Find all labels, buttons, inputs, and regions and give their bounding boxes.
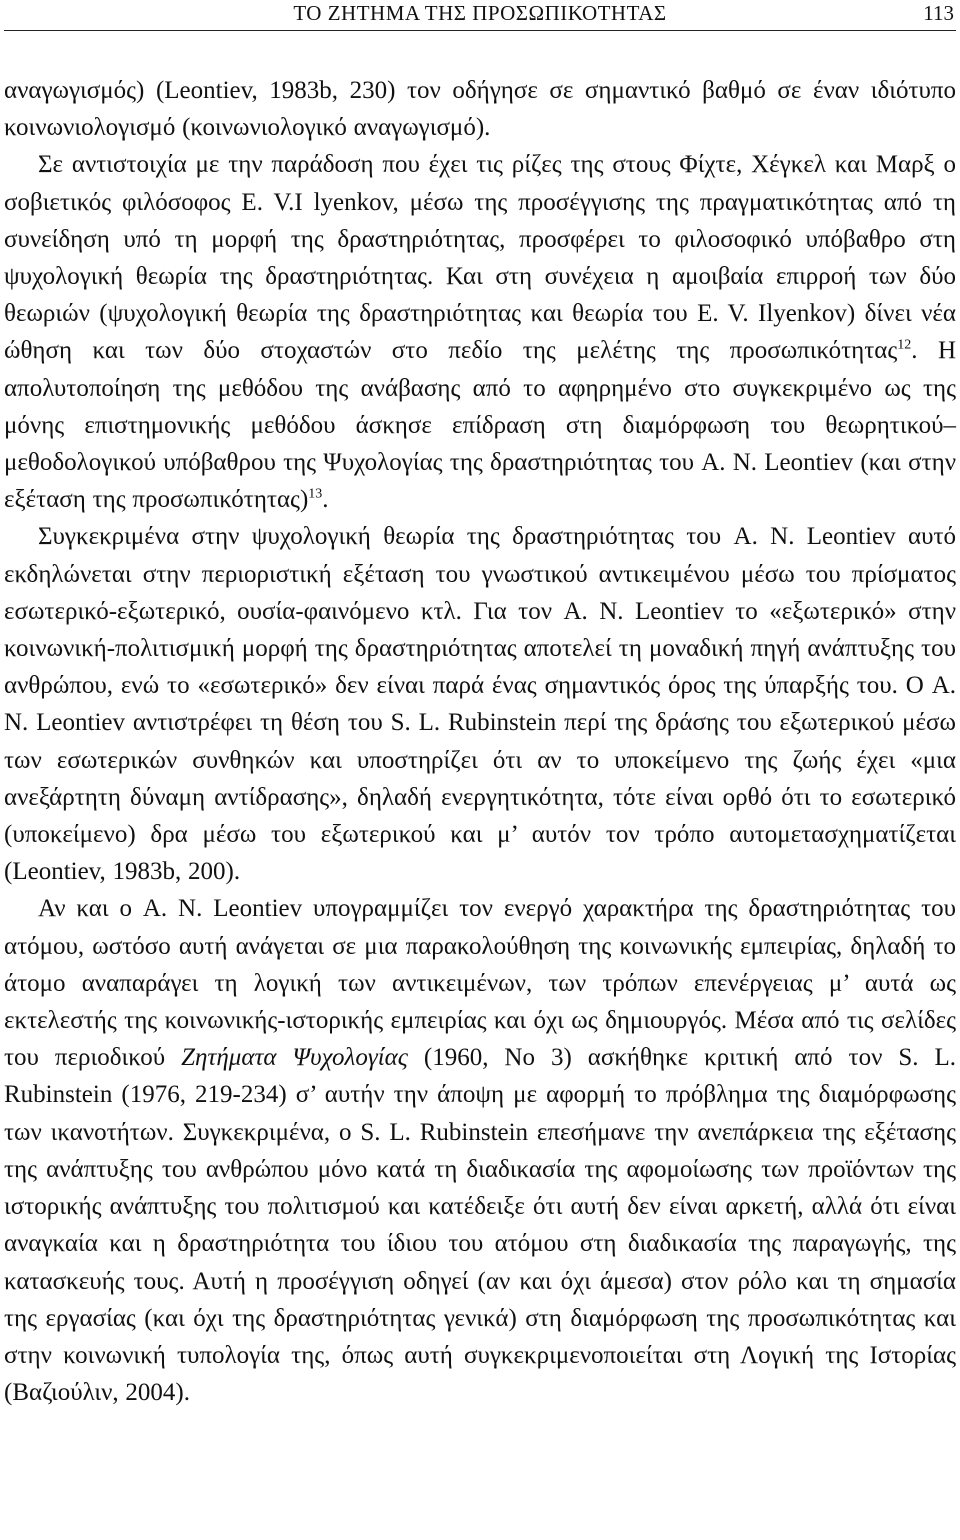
running-header <box>4 0 956 31</box>
paragraph-1-text: αναγωγισμός) (Leontiev, 1983b, 230) τον οδήγησε σε σημαντικό βαθμό σε έναν ιδιότυπο κοινωνιολογισμό (κοινωνιολογικό αναγωγισμό). <box>4 77 956 142</box>
paragraph-3 <box>4 518 956 890</box>
paragraph-1 <box>4 72 956 146</box>
running-title: ΤΟ ΖΗΤΗΜΑ ΤΗΣ ΠΡΟΣΩΠΙΚΟΤΗΤΑΣ <box>293 1 667 25</box>
paragraph-4-text-a: Αν και ο A. N. Leontiev υπογραμμίζει τον ενεργό χαρακτήρα της δραστηριότητας του ατόμου, ωστόσο αυτή ανάγεται σε μια παρακολούθηση της κοινωνικής εμπειρίας, δηλαδή το άτομο αναπαράγει τη λογική των αντικειμένων, των τρόπων επενέργειας μ’ αυτά ως εκτελεστής της κοινωνικής-ιστορικής εμπειρίας και όχι ως δημιουργός. Μέσα από τις σελίδες του περιοδικού <box>4 895 956 1072</box>
paragraph-3-text: Συγκεκριμένα στην ψυχολογική θεωρία της δραστηριότητας του A. N. Leontiev αυτό εκδηλώνεται στην περιοριστική εξέταση του γνωστικού αντικειμένου μέσω του πρίσματος εσωτερικό-εξωτερικό, ουσία-φαινόμενο κτλ. Για τον A. N. Leontiev το «εξωτερικό» στην κοινωνική-πολιτισμική μορφή της δραστηριότητας αποτελεί τη μοναδική πηγή ανάπτυξης του ανθρώπου, ενώ το «εσωτερικό» δεν είναι παρά ένας σημαντικός όρος της ύπαρξής του. Ο A. N. Leontiev αντιστρέφει τη θέση του S. L. Rubinstein περί της δράσης του εξωτερικού μέσω των εσωτερικών συνθηκών και υποστηρίζει ότι αν το υποκείμενο της ζωής έχει «μια ανεξάρτητη δύναμη αντίδρασης», δηλαδή ενεργητικότητα, τότε είναι ορθό ότι το εσωτερικό (υποκείμενο) δρα μέσω του εξωτερικού και μ’ αυτόν τον τρόπο αυτομετασχηματίζεται (Leontiev, 1983b, 200). <box>4 523 956 886</box>
paragraph-4-text-b: (1960, Νο 3) ασκήθηκε κριτική από τον S. L. Rubinstein (1976, 219-234) σ’ αυτήν την άποψη με αφορμή το πρόβλημα της διαμόρφωσης των ικανοτήτων. Συγκεκριμένα, ο S. L. Rubinstein επεσήμανε την ανεπάρκεια της εξέτασης της ανάπτυξης του ανθρώπου μόνο κατά τη διαδικασία της αφομοίωσης των προϊόντων της ιστορικής ανάπτυξης του πολιτισμού και κατέδειξε ότι αυτή δεν είναι αρκετή, αλλά ότι είναι αναγκαία και η δραστηριότητα του ίδιου του ατόμου στη διαδικασία της παραγωγής, της κατασκευής τους. Αυτή η προσέγγιση οδηγεί (αν και όχι άμεσα) στον ρόλο και τη σημασία της εργασίας (και όχι της δραστηριότητας γενικά) στη διαμόρφωση της προσωπικότητας και στην κοινωνική τυπολογία της, όπως αυτή συγκεκριμενοποιείται στη Λογική της Ιστορίας (Βαζιούλιν, 2004). <box>4 1044 956 1407</box>
paragraph-2-text-b: . Η απολυτοποίηση της μεθόδου της ανάβασης από το αφηρημένο στο συγκεκριμένο ως της μόνης επιστημονικής μεθόδου άσκησε επίδραση στη διαμόρφωση του θεωρητικού–μεθοδολογικού υπόβαθρου της Ψυχολογίας της δραστηριότητας του A. N. Leontiev (και στην εξέταση της προσωπικότητας) <box>4 337 956 514</box>
page-number: 113 <box>923 1 954 25</box>
footnote-marker-13[interactable]: 13 <box>308 486 323 502</box>
body-text <box>4 72 956 1411</box>
footnote-marker-12[interactable]: 12 <box>897 338 912 354</box>
paragraph-4 <box>4 890 956 1411</box>
paragraph-2-text-c: . <box>322 486 329 514</box>
journal-title: Ζητήματα Ψυχολογίας <box>181 1044 408 1072</box>
paragraph-2-text-a: Σε αντιστοιχία με την παράδοση που έχει τις ρίζες της στους Φίχτε, Χέγκελ και Μαρξ ο σοβιετικός φιλόσοφος E. V.I lyenkov, μέσω της προσέγγισης της πραγματικότητας από τη συνείδηση υπό τη μορφή της δραστηριότητας, προσφέρει το φιλοσοφικό υπόβαθρο στη ψυχολογική θεωρία της δραστηριότητας. Και στη συνέχεια η αμοιβαία επιρροή των δύο θεωριών (ψυχολογική θεωρία της δραστηριότητας και θεωρία του E. V. Ilyenkov) δίνει νέα ώθηση και των δύο στοχαστών στο πεδίο της μελέτης της προσωπικότητας <box>4 151 956 365</box>
paragraph-2 <box>4 146 956 518</box>
